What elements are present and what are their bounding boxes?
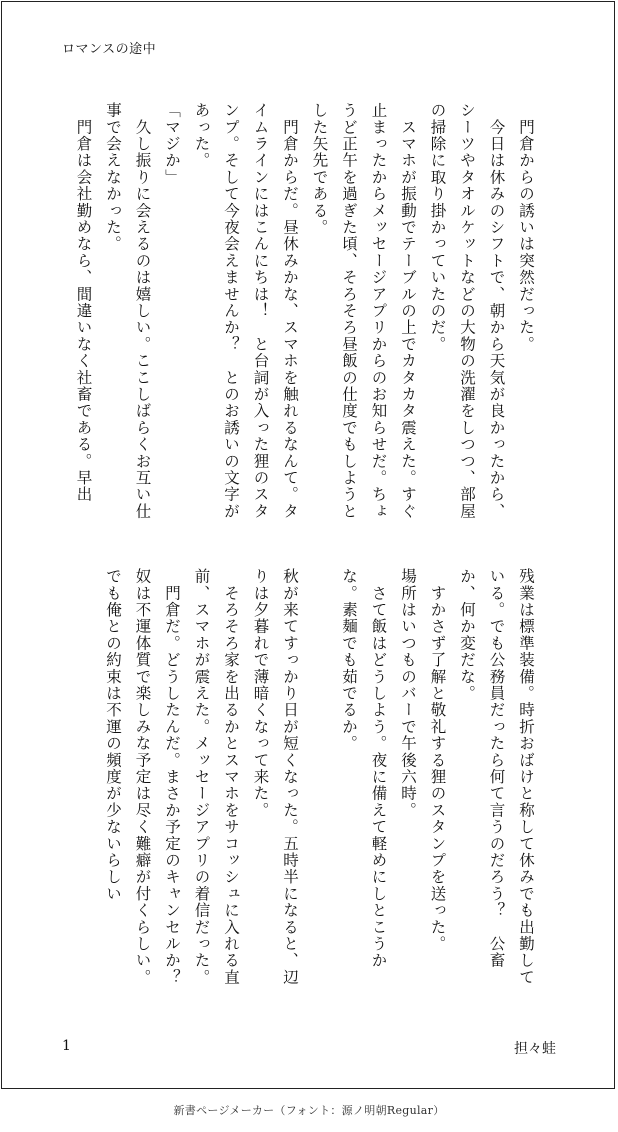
- paragraph: 秋が来てすっかり日が短くなった。五時半になると、辺りは夕暮れで薄暗くなって来た。: [251, 568, 299, 986]
- paragraph: さて飯はどうしよう。夜に備えて軽めにしとこうかな。素麺でも茹でるか。: [340, 568, 388, 969]
- author-name: 担々蛙: [514, 1041, 556, 1057]
- blank-line: [304, 568, 334, 988]
- paragraph: 久し振りに会えるのは嬉しい。ここしばらくお互い仕事で会えなかった。: [104, 102, 152, 520]
- paragraph: 門倉は会社勤めなら、間違いなく社畜である。早出: [74, 102, 93, 503]
- footer-caption: 新書ページメーカー（フォント：源ノ明朝Regular）: [173, 1104, 445, 1117]
- page-number: 1: [62, 1038, 71, 1054]
- paragraph: 門倉だ。どうしたんだ。まさか予定のキャンセルか？ 奴は不運体質で楽しみな予定は尽く難癖が付くらしい。でも俺との約束は不運の頻度が少ないらしい: [104, 568, 181, 1003]
- lower-text-block: [60, 568, 540, 1003]
- running-title: ロマンスの途中: [62, 42, 157, 57]
- paragraph: 今日は休みのシフトで、朝から天気が良かったから、シーツやタオルケットなどの大物の洗濯をしつつ、部屋の掃除に取り掛かっていたのだ。: [428, 102, 506, 520]
- paragraph: 「マジか」: [163, 102, 181, 186]
- paragraph: すかさず了解と敬礼する狸のスタンプを送った。: [428, 568, 447, 953]
- paragraph: そろそろ家を出るかとスマホをサコッシュに入れる直前、スマホが震えた。メッセージアプリの着信だった。: [192, 568, 240, 986]
- paragraph: 残業は標準装備。時折おばけと称して休みでも出勤している。でも公務員だったら何て言うのだろう？ 公畜か、何か変だな。: [458, 568, 535, 986]
- upper-text-block: [60, 102, 540, 522]
- paragraph: 門倉からの誘いは突然だった。: [517, 102, 535, 353]
- book-page: [1, 1, 615, 1089]
- paragraph: スマホが振動でテーブルの上でカタカタ震えた。すぐ止まったからメッセージアプリからのお知らせだ。ちょうど正午を過ぎた頃、そろそろ昼飯の仕度でもしようとした矢先である。: [310, 102, 417, 520]
- paragraph: 場所はいつものバーで午後六時。: [399, 568, 417, 819]
- paragraph: 門倉からだ。昼休みかな、スマホを触れるなんて。タイムラインにはこんにちは！ と台詞が入った狸のスタンプ。そして今夜会えませんか？ とのお誘いの文字があった。: [192, 102, 299, 520]
